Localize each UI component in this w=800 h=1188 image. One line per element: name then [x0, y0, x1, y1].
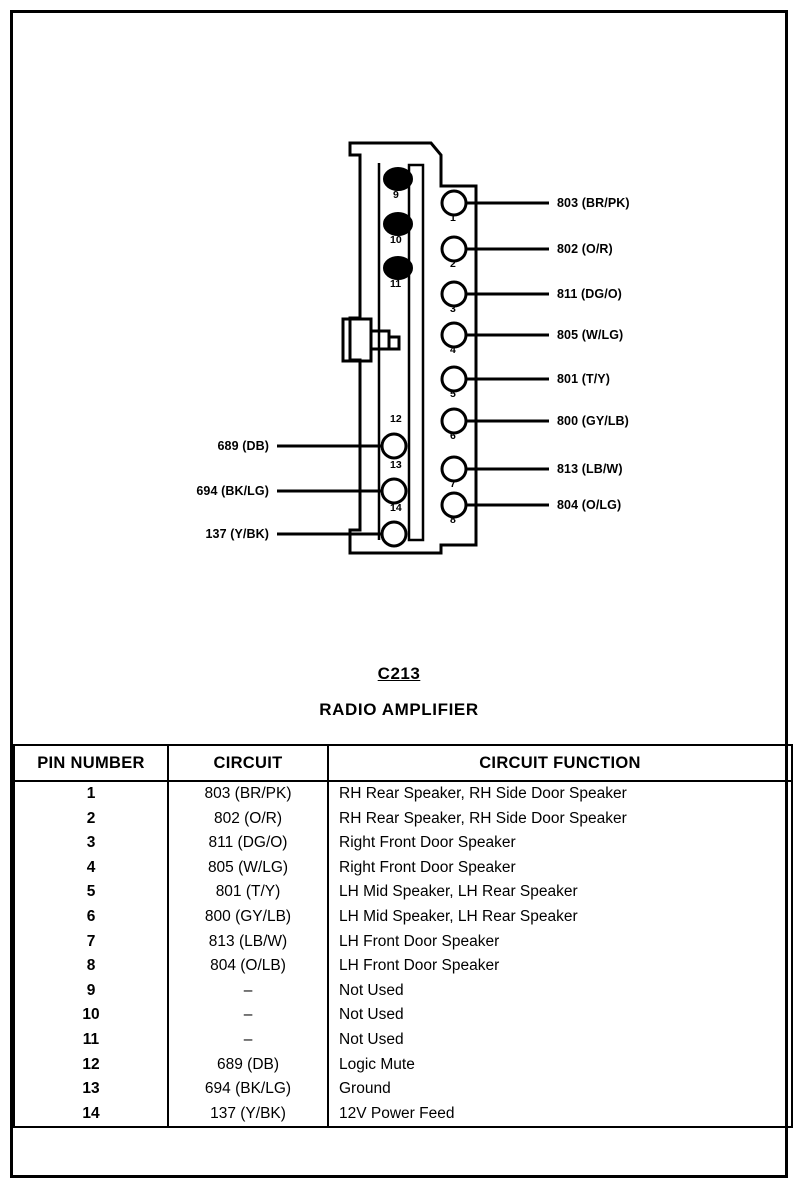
pin-table — [13, 744, 793, 1128]
pin-number-3: 3 — [450, 303, 456, 315]
cell-function: Ground — [328, 1077, 792, 1102]
table-row — [14, 781, 792, 807]
pin-number-6: 6 — [450, 430, 456, 442]
table-header-row — [14, 745, 792, 781]
cell-circuit: 689 (DB) — [168, 1053, 328, 1078]
circuit-label-pin-14: 137 (Y/BK) — [205, 527, 269, 541]
circuit-label-pin-13: 694 (BK/LG) — [196, 484, 269, 498]
cell-pin-number: 6 — [14, 905, 168, 930]
table-row — [14, 1028, 792, 1053]
table-row — [14, 905, 792, 930]
table-row — [14, 979, 792, 1004]
cell-function: LH Front Door Speaker — [328, 930, 792, 955]
cell-circuit: – — [168, 979, 328, 1004]
cell-pin-number: 2 — [14, 807, 168, 832]
connector-drawing — [13, 13, 785, 733]
cell-function: Not Used — [328, 1003, 792, 1028]
pin-number-14: 14 — [390, 502, 402, 514]
table-row — [14, 880, 792, 905]
cell-pin-number: 5 — [14, 880, 168, 905]
cell-circuit: 694 (BK/LG) — [168, 1077, 328, 1102]
pin-number-7: 7 — [450, 478, 456, 490]
cell-function: Right Front Door Speaker — [328, 856, 792, 881]
cell-function: RH Rear Speaker, RH Side Door Speaker — [328, 807, 792, 832]
cell-pin-number: 10 — [14, 1003, 168, 1028]
cell-circuit: – — [168, 1028, 328, 1053]
table-row — [14, 831, 792, 856]
cell-circuit: 811 (DG/O) — [168, 831, 328, 856]
circuit-label-pin-12: 689 (DB) — [217, 439, 269, 453]
circuit-label-pin-3: 811 (DG/O) — [557, 287, 622, 301]
table-row — [14, 1003, 792, 1028]
cell-circuit: 802 (O/R) — [168, 807, 328, 832]
table-row — [14, 930, 792, 955]
cell-function: LH Mid Speaker, LH Rear Speaker — [328, 905, 792, 930]
pin-number-11: 11 — [390, 278, 402, 290]
cell-circuit: – — [168, 1003, 328, 1028]
cell-pin-number: 4 — [14, 856, 168, 881]
cell-pin-number: 1 — [14, 781, 168, 807]
connector-diagram — [13, 13, 785, 733]
circuit-label-pin-5: 801 (T/Y) — [557, 372, 610, 386]
circuit-label-pin-8: 804 (O/LG) — [557, 498, 622, 512]
cell-function: Right Front Door Speaker — [328, 831, 792, 856]
pin-number-12: 12 — [390, 413, 402, 425]
cell-pin-number: 9 — [14, 979, 168, 1004]
pin-number-1: 1 — [450, 212, 456, 224]
connector-id: C213 — [377, 664, 421, 683]
table-row — [14, 954, 792, 979]
circuit-label-pin-2: 802 (O/R) — [557, 242, 613, 256]
cell-circuit: 804 (O/LB) — [168, 954, 328, 979]
cell-pin-number: 8 — [14, 954, 168, 979]
pin-number-4: 4 — [450, 344, 456, 356]
cell-circuit: 805 (W/LG) — [168, 856, 328, 881]
table-row — [14, 856, 792, 881]
pin-number-13: 13 — [390, 459, 402, 471]
cell-pin-number: 11 — [14, 1028, 168, 1053]
table-body — [14, 781, 792, 1127]
pin-number-10: 10 — [390, 234, 402, 246]
cell-function: Logic Mute — [328, 1053, 792, 1078]
cell-function: LH Front Door Speaker — [328, 954, 792, 979]
circuit-label-pin-7: 813 (LB/W) — [557, 462, 623, 476]
cell-circuit: 801 (T/Y) — [168, 880, 328, 905]
cell-function: RH Rear Speaker, RH Side Door Speaker — [328, 781, 792, 807]
header-pin-number: PIN NUMBER — [14, 745, 168, 781]
table-row — [14, 1077, 792, 1102]
header-circuit: CIRCUIT — [168, 745, 328, 781]
cell-pin-number: 12 — [14, 1053, 168, 1078]
header-circuit-function: CIRCUIT FUNCTION — [328, 745, 792, 781]
circuit-label-pin-6: 800 (GY/LB) — [557, 414, 629, 428]
pin-number-5: 5 — [450, 388, 456, 400]
connector-name: RADIO AMPLIFIER — [319, 700, 479, 719]
circuit-label-pin-1: 803 (BR/PK) — [557, 196, 630, 210]
cell-function: Not Used — [328, 979, 792, 1004]
cell-pin-number: 7 — [14, 930, 168, 955]
cell-pin-number: 3 — [14, 831, 168, 856]
cell-function: LH Mid Speaker, LH Rear Speaker — [328, 880, 792, 905]
cell-pin-number: 13 — [14, 1077, 168, 1102]
cell-function: Not Used — [328, 1028, 792, 1053]
cell-circuit: 137 (Y/BK) — [168, 1102, 328, 1128]
cell-pin-number: 14 — [14, 1102, 168, 1128]
table-row — [14, 1102, 792, 1128]
pin-number-2: 2 — [450, 258, 456, 270]
table-row — [14, 1053, 792, 1078]
cell-circuit: 800 (GY/LB) — [168, 905, 328, 930]
table-row — [14, 807, 792, 832]
pin-number-8: 8 — [450, 514, 456, 526]
circuit-label-pin-4: 805 (W/LG) — [557, 328, 624, 342]
cell-circuit: 813 (LB/W) — [168, 930, 328, 955]
cell-function: 12V Power Feed — [328, 1102, 792, 1128]
pin-number-9: 9 — [393, 189, 399, 201]
cell-circuit: 803 (BR/PK) — [168, 781, 328, 807]
